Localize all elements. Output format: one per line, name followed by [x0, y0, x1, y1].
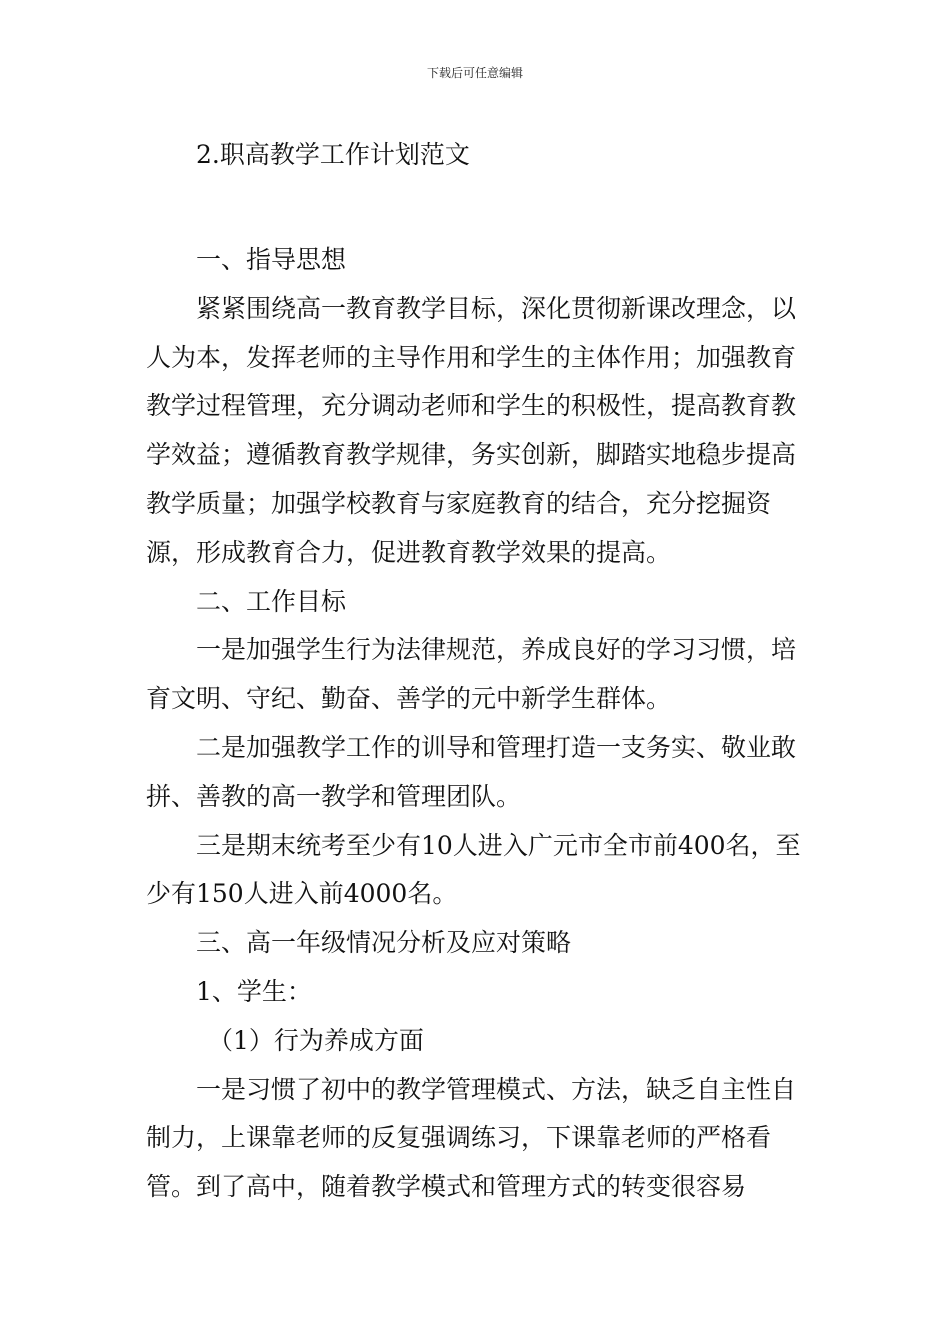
document-body	[146, 236, 810, 1212]
page-header-note: 下载后可任意编辑	[426, 66, 523, 80]
subsection-heading: 1、学生：	[196, 976, 312, 1006]
paragraph: 二是加强教学工作的训导和管理打造一支务实、敬业敢拼、善教的高一教学和管理团队。	[146, 732, 797, 811]
paragraph: 三是期末统考至少有10人进入广元市全市前400名，至少有150人进入前4000名。	[146, 830, 801, 909]
subsection-heading: （1）行为养成方面	[208, 1025, 424, 1055]
section-heading: 三、高一年级情况分析及应对策略	[196, 928, 572, 958]
section-heading: 一、指导思想	[196, 245, 347, 274]
paragraph: 紧紧围绕高一教育教学目标，深化贯彻新课改理念，以人为本，发挥老师的主导作用和学生的主体作用；加强教育教学过程管理，充分调动老师和学生的积极性，提高教育教学效益；遵循教育教学规律，务实创新，脚踏实地稳步提高教学质量；加强学校教育与家庭教育的结合，充分挖掘资源，形成教育合力，促进教育教学效果的提高。	[146, 293, 797, 567]
section-heading: 二、工作目标	[196, 586, 347, 616]
paragraph: 一是习惯了初中的教学管理模式、方法，缺乏自主性自制力，上课靠老师的反复强调练习，下课靠老师的严格看管。到了高中，随着教学模式和管理方式的转变很容易	[146, 1074, 797, 1202]
document-title: 2.职高教学工作计划范文	[196, 140, 470, 169]
paragraph: 一是加强学生行为法律规范，养成良好的学习习惯，培育文明、守纪、勤奋、善学的元中新学生群体。	[146, 635, 797, 714]
